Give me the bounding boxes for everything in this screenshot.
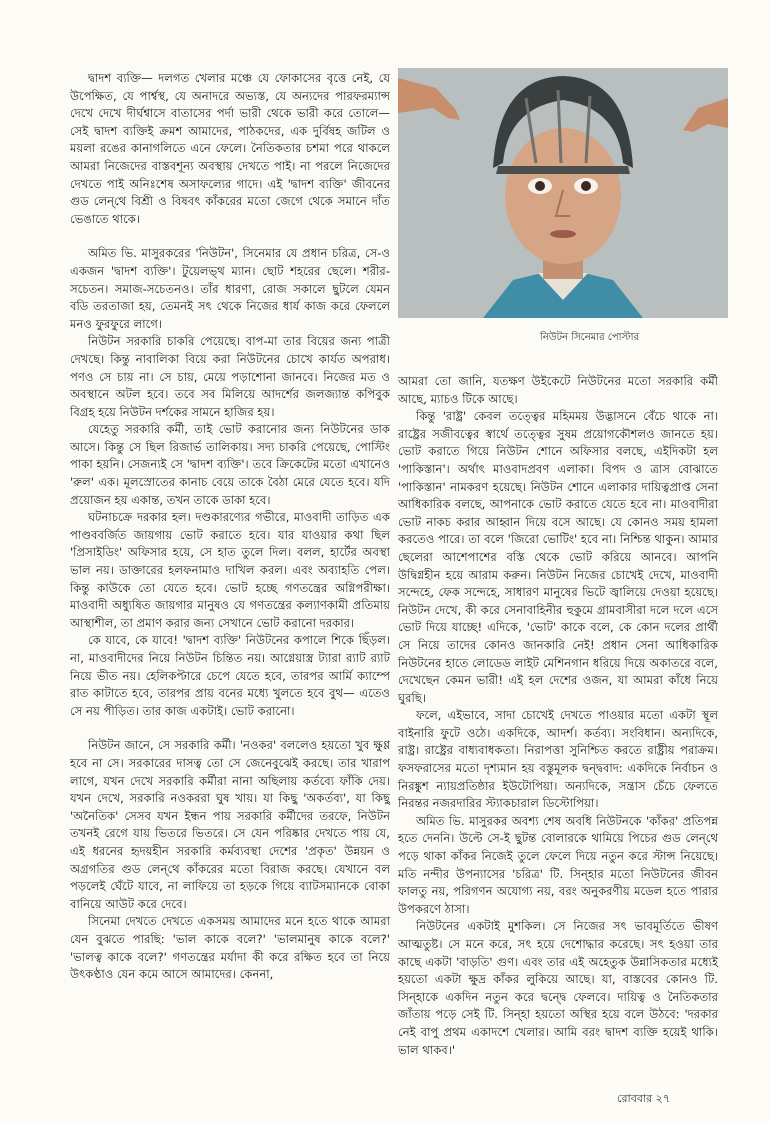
- paragraph: নিউটনের একটাই মুশকিল। সে নিজের সৎ ভাবমূর্তিতে ভীষণ আত্মতুষ্ট। সে মনে করে, সৎ হয়ে দেশোদ্ধার করেছে। সৎ হওয়া তার কাছে একটা 'বাড়তি' গুণ। এবং তার এই অহেতুক উন্নাসিকতার মধ্যেই হয়তো একটা ক্ষুদ্র কাঁকর লুকিয়ে আছে। যা, বাস্তবের কোনও টি. সিন্‌হাকে একদিন নতুন করে দ্বন্দ্বে ফেলবে। দায়িত্ব ও নৈতিকতার জাঁতায় পড়ে সেই টি. সিন্‌হা হয়তো অস্থির হয়ে বলে উঠবে: 'দরকার নেই বাপু প্রথম একাদশে খেলার। আমি বরং দ্বাদশ ব্যক্তি হয়েই থাকি। ভাল থাকব।': [398, 919, 718, 1057]
- page-footer: রোববার ২৭: [617, 1092, 670, 1105]
- photo-caption: নিউটন সিনেমার পোস্টার: [540, 332, 640, 343]
- paragraph: আমরা তো জানি, যতক্ষণ উইকেটে নিউটনের মতো সরকারি কর্মী আছে, ম্যাচও টিকে আছে।: [398, 374, 718, 406]
- paragraph: সিনেমা দেখতে দেখতে একসময় আমাদের মনে হতে থাকে আমরা যেন বুঝতে পারছি: 'ভাল কাকে বলে?' 'ভালমানুষ কাকে বলে?' 'ভালত্ব কাকে বলে?' গণতন্ত্রের মর্যাদা কী করে রক্ষিত হবে তা নিয়ে উৎকণ্ঠাও যেন কমে আসে আমাদের। কেননা,: [70, 914, 390, 982]
- paragraph: ফলে, এইভাবে, সাদা চোখেই দেখতে পাওয়ার মতো একটা স্থূল বাইনারি ফুটে ওঠে। একদিকে, আদর্শ। কর্তব্য। সংবিধান। অন্যদিকে, রাষ্ট্র। রাষ্ট্রের বাধ্যবাধকতা। নিরাপত্তা সুনিশ্চিত করতে রাষ্ট্রীয় পরাক্রম। ফসফরাসের মতো দৃশ্যমান হয় বস্তুমূলক দ্বন্দ্ববাদ: একদিকে নির্বাচন ও নিরঙ্কুশ ন্যায়প্রতিষ্ঠার ইউটোপিয়া। অন্যদিকে, সন্ত্রাস চেঁচে ফেলতে নিরন্তর নজরদারির স্ট্যাকচারাল ডিস্টোপিয়া।: [398, 708, 718, 811]
- paragraph: নিউটন সরকারি চাকরি পেয়েছে। বাপ-মা তার বিয়ের জন্য পাত্রী দেখছে। কিন্তু নাবালিকা বিয়ে করা নিউটনের চোখে কার্যত অপরাধ। পণও সে চায় না। সে চায়, মেয়ে পড়াশোনা জানবে। নিজের মত ও অবস্থানে অটল হবে। তবে সব মিলিয়ে আদর্শের জলজ্যান্ত কপিবুক বিগ্রহ হয়ে নিউটন দর্শকের সামনে হাজির হয়।: [70, 334, 390, 419]
- paragraph: কিন্তু 'রাষ্ট্র' কেবল তত্ত্বের মহিমময় উদ্ভাসনে বেঁচে থাকে না। রাষ্ট্রের সজীবত্বের স্বার্থে তত্ত্বের সুষম প্রয়োগকৌশলও জানতে হয়। ভোট করাতে গিয়ে নিউটন শোনে অফিসার বলছে, এইদিকটা হল 'পাকিস্তান'। অর্থাৎ মাওবাদপ্রবণ এলাকা। বিপদ ও ত্রাস বোঝাতে 'পাকিস্তান' নামকরণ হয়েছে। নিউটন শোনে এলাকার দায়িত্বপ্রাপ্ত সেনা আধিকারিক বলছে, আপনাকে ভোট করাতে যেতে হবে না। মাওবাদীরা ভোট নাকচ করার আহ্বান দিয়ে বসে আছে। যে কোনও সময় হামলা করতেও পারে। তা বলে 'জিরো ভোটিং' হবে না। নিশ্চিন্ত থাকুন। আমার ছেলেরা আশেপাশের বস্তি থেকে ভোট করিয়ে আনবে। আপনি উদ্বিগ্নহীন হয়ে আরাম করুন। নিউটন নিজের চোখেই দেখে, মাওবাদী সন্দেহে, ফেক সন্দেহে, সাধারণ মানুষের ভিটে জ্বালিয়ে দেওয়া হয়েছে। নিউটন দেখে, কী করে সেনাবাহিনীর হুকুমে গ্রামবাসীরা দলে দলে এসে ভোট দিয়ে যাচ্ছে! এদিকে, 'ভোট' কাকে বলে, কে কোন দলের প্রার্থী সে নিয়ে তাদের কোনও জানকারি নেই! প্রধান সেনা আধিকারিক নিউটনের হাতে লোডেড লাইট মেশিনগান ধরিয়ে দিয়ে অকাতরে বলে, দেখেছেন কেমন ভারী! এই হল দেশের ওজন, যা আমরা কাঁধে নিয়ে ঘুরছি।: [398, 409, 718, 705]
- paragraph: অমিত ভি. মাসুরকরের 'নিউটন', সিনেমার যে প্রধান চরিত্র, সে-ও একজন 'দ্বাদশ ব্যক্তি'। টুয়েলভ্‌থ ম্যান। ছোট শহরের ছেলে। শরীর-সচেতন। সমাজ-সচেতনও। তাঁর ধারণা, রোজ সকালে ছুটলে যেমন বডি তরতাজা হয়, তেমনই সৎ থেকে নিজের ধার্য কাজ করে ফেললে মনও ফুরফুরে লাগে।: [70, 246, 390, 331]
- paragraph: ঘটনাচক্রে দরকার হল। দণ্ডকারণ্যের গভীরে, মাওবাদী তাড়িত এক পাণ্ডববর্জিত জায়গায় ভোট করাতে হবে। যার যাওয়ার কথা ছিল 'প্রিসাইডিং' অফিসার হয়ে, সে হাত তুলে দিল। বলল, হার্টের অবস্থা ভাল নয়। ডাক্তারের হলফনামাও দাখিল করল। এবং অব্যাহতি পেল। কিন্তু কাউকে তো যেতে হবে। ভোট হচ্ছে গণতন্ত্রের অগ্নিপরীক্ষা। মাওবাদী অধ্যুষিত জায়গার মানুষও যে গণতন্ত্রের কল্যাণকামী প্রতিমায় আস্থাশীল, তা প্রমাণ করার জন্য সেখানে ভোট করানো দরকার।: [70, 510, 390, 630]
- poster-illustration: [398, 68, 728, 318]
- poster-photo: [398, 68, 728, 318]
- paragraph: যেহেতু সরকারি কর্মী, তাই ভোট করানোর জন্য নিউটনের ডাক আসে। কিন্তু সে ছিল রিজার্ভ তালিকায়। সদ্য চাকরি পেয়েছে, পোস্টিং পাকা হয়নি। সেজন্যই সে 'দ্বাদশ ব্যক্তি'। তবে ক্রিকেটের মতো এখানেও 'রুল' এক। মূলস্রোতের কানাচ বেয়ে তাকে বৈঠা মেরে যেতে হবে। যদি প্রয়োজন হয় একান্ত, তখন তাকে ডাকা হবে।: [70, 422, 390, 507]
- paragraph: কে যাবে, কে যাবে! 'দ্বাদশ ব্যক্তি' নিউটনের কপালে শিকে ছিঁড়ল। না, মাওবাদীদের নিয়ে নিউটন চিন্তিত নয়। আগ্নেয়াস্ত্র ট্যারা র‍্যাট র‍্যাট নিয়ে ভীত নয়। হেলিকপ্টারে চেপে যেতে হবে, তারপর আর্মি ক্যাম্পে রাত কাটাতে হবে, তারপর প্রায় বনের মধ্যে খুলতে হবে বুথ— এতেও সে নয় পীড়িত। তার কাজ একটাই। ভোট করানো।: [70, 633, 390, 718]
- face: [505, 128, 621, 264]
- paragraph: নিউটন জানে, সে সরকারি কর্মী। 'নওকর' বললেও হয়তো খুব ক্ষুণ্ণ হবে না সে। সরকারের দাসত্ব তো সে জেনেবুঝেই করছে। তার খারাপ লাগে, যখন দেখে সরকারি কর্মীরা নানা অছিলায় কর্তব্যে ফাঁকি দেয়। যখন দেখে, সরকারি নওকররা ঘুষ খায়। যা কিছু 'অকর্তব্য', যা কিছু 'অনৈতিক' সেসব যখন ইন্ধন পায় সরকারি কর্মীদের তরফে, নিউটন তখনই রেগে যায় ভিতরে ভিতরে। সে যেন পরিষ্কার দেখতে পায় যে, এই ধরনের হৃদয়হীন সরকারি কর্মব্যবস্থা দেশের 'প্রকৃত' উন্নয়ন ও অগ্রগতির গুড লেন্‌থে কাঁকরের মতো বিরাজ করছে। যেখানে বল পড়লেই ঘেঁটে যাবে, না লাফিয়ে তা হড়কে গিয়ে ব্যাটসম্যানকে বোকা বানিয়ে আউট করে দেবে।: [70, 738, 390, 911]
- paragraph: অমিত ভি. মাসুরকর অবশ্য শেষ অবধি নিউটনকে 'কাঁকর' প্রতিপন্ন হতে দেননি। উল্টে সে-ই ছুটন্ত বোলারকে থামিয়ে পিচের গুড লেন্‌থে পড়ে থাকা কাঁকর নিজেই তুলে ফেলে দিয়ে নতুন করে স্টান্স নিয়েছে। মতি নন্দীর উপন্যাসের 'চরিত্র' টি. সিন্‌হার মতো নিউটনের জীবন ফালতু নয়, পরিগণন অযোগ্য নয়, বরং অনুকরণীয় মডেল হতে পারার উপকরণে ঠাসা।: [398, 813, 718, 916]
- article-column-left: [70, 70, 390, 984]
- article-column-right: [398, 373, 718, 1059]
- paragraph: দ্বাদশ ব্যক্তি— দলগত খেলার মঞ্চে যে ফোকাসের বৃত্তে নেই, যে উপেক্ষিত, যে পার্শ্বস্থ, যে অনাদরে অভ্যস্ত, যে অন্যদের পারফরম্যান্স দেখে দেখে দীর্ঘশ্বাসে বাতাসের পর্দা ভারী থেকে ভারী করে তোলে— সেই দ্বাদশ ব্যক্তিই ক্রমশ আমাদের, পাঠকদের, এক দুর্বিষহ জটিল ও ময়লা রঙের কানাগলিতে এনে ফেলে। নৈতিকতার চশমা পরে থাকলে আমরা নিজেদের বাস্তবশূন্য অবস্থায় দেখতে পাই। না পরলে নিজেদের দেখতে পাই অনিঃশেষ অসাফল্যের গাদে। এই 'দ্বাদশ ব্যক্তি' জীবনের গুড লেন্‌থে বিশ্রী ও বিষবৎ কাঁকরের মতো জেগে থেকে সমানে দাঁত ভেঙাতে থাকে।: [70, 71, 390, 226]
